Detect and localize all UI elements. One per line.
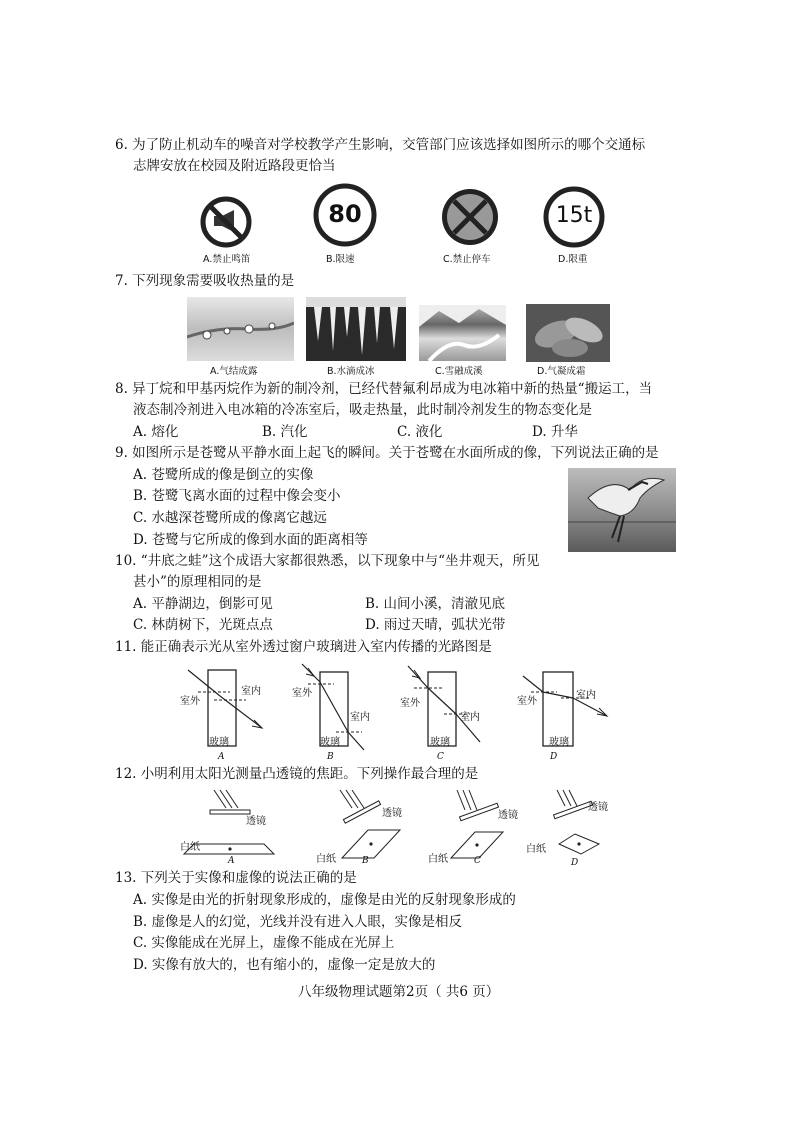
icicles-photo [306,297,406,361]
no-stopping-sign-icon [440,187,500,247]
q12-a-lens-label: 透镜 [246,816,266,827]
q11-b-glass-label: 玻璃 [320,737,340,748]
q9-stem: 9. 如图所示是苍鹭从平静水面上起飞的瞬间。关于苍鹭在水面所成的像，下列说法正确的是 [115,445,659,461]
q9-option-d: D. 苍鹭与它所成的像到水面的距离相等 [133,532,368,548]
q11-d-glass-label: 玻璃 [549,737,569,748]
q11-d-indoor-label: 室内 [576,690,596,701]
q7-option-b: B.水滴成冰 [327,366,375,377]
no-honking-sign-icon [200,196,252,248]
q13-option-a: A. 实像是由光的折射现象形成的，虚像是由光的反射现象形成的 [133,892,516,908]
q10-line1: 10. “井底之蛙”这个成语大家都很熟悉，以下现象中与“坐井观天，所见 [115,553,540,569]
q10-option-d: D. 雨过天晴，弧状光带 [365,617,506,633]
q7-option-a: A.气结成露 [210,366,258,377]
q12-a-letter: A [228,856,235,866]
q11-a-glass-label: 玻璃 [209,737,229,748]
q12-a-paper-label: 白纸 [180,842,200,853]
q8-option-d: D. 升华 [532,424,578,440]
q9-option-c: C. 水越深苍鹭所成的像离它越远 [133,510,327,526]
q12-b-letter: B [362,856,369,866]
heron-photo [568,468,676,552]
q12-c-letter: C [474,856,481,866]
q6-option-d: D.限重 [558,254,588,265]
light-path-diagram-b [290,662,390,752]
q7-option-c: C.雪融成溪 [435,366,483,377]
q6-option-c: C.禁止停车 [443,254,491,265]
page-footer: 八年级物理试题第2页（ 共6 页） [298,984,500,1000]
q11-c-letter: C [437,752,444,762]
focal-length-setup-d [545,788,625,868]
q6-line1: 6. 为了防止机动车的噪音对学校教学产生影响，交管部门应该选择如图所示的哪个交通标 [115,137,646,153]
q8-option-c: C. 液化 [397,424,443,440]
q12-c-paper-label: 白纸 [428,854,448,865]
q6-line2: 志牌安放在校园及附近路段更恰当 [133,158,336,174]
q13-option-d: D. 实像有放大的，也有缩小的，虚像一定是放大的 [133,957,436,973]
frost-leaves-photo [526,304,610,362]
q12-d-paper-label: 白纸 [526,844,546,855]
q11-d-letter: D [550,752,558,762]
q8-line1: 8. 异丁烷和甲基丙烷作为新的制冷剂，已经代替氟利昂成为电冰箱中新的热量“搬运工，当 [115,381,653,397]
q8-line2: 液态制冷剂进入电冰箱的冷冻室后，吸走热量，此时制冷剂发生的物态变化是 [133,402,592,418]
q11-a-indoor-label: 室内 [241,686,261,697]
q10-option-a: A. 平静湖边，倒影可见 [133,596,273,612]
q11-b-letter: B [327,752,334,762]
q9-option-a: A. 苍鹭所成的像是倒立的实像 [133,467,314,483]
q11-stem: 11. 能正确表示光从室外透过窗户玻璃进入室内传播的光路图是 [115,639,492,655]
sign-b-text: 80 [328,200,362,228]
q10-line2: 甚小”的原理相同的是 [133,574,262,590]
q13-stem: 13. 下列关于实像和虚像的说法正确的是 [115,870,357,886]
q6-option-b: B.限速 [326,254,355,265]
sign-d-text: 15t [555,203,593,228]
q12-b-paper-label: 白纸 [316,854,336,865]
q7-stem: 7. 下列现象需要吸收热量的是 [115,273,295,289]
q6-option-a: A.禁止鸣笛 [203,254,251,265]
q8-option-a: A. 熔化 [133,424,179,440]
q11-c-glass-label: 玻璃 [430,737,450,748]
q12-c-lens-label: 透镜 [498,810,518,821]
q11-c-indoor-label: 室内 [460,712,480,723]
q12-stem: 12. 小明利用太阳光测量凸透镜的焦距。下列操作最合理的是 [115,766,479,782]
q7-option-d: D.气凝成霜 [537,366,586,377]
q9-option-b: B. 苍鹭飞离水面的过程中像会变小 [133,488,341,504]
q8-option-b: B. 汽化 [262,424,308,440]
q13-option-b: B. 虚像是人的幻觉，光线并没有进入人眼，实像是相反 [133,914,463,930]
q12-d-lens-label: 透镜 [588,802,608,813]
q11-c-outdoor-label: 室外 [400,698,420,709]
dew-drops-photo [187,297,294,361]
q11-b-indoor-label: 室内 [350,712,370,723]
q11-a-letter: A [218,752,225,762]
q13-option-c: C. 实像能成在光屏上，虚像不能成在光屏上 [133,935,395,951]
q12-d-letter: D [571,858,579,868]
q10-option-b: B. 山间小溪，清澈见底 [365,596,506,612]
melting-snow-photo [419,305,506,361]
q11-a-outdoor-label: 室外 [180,696,200,707]
q10-option-c: C. 林荫树下，光斑点点 [133,617,273,633]
q12-b-lens-label: 透镜 [382,808,402,819]
q11-b-outdoor-label: 室外 [292,688,312,699]
q11-d-outdoor-label: 室外 [517,696,537,707]
